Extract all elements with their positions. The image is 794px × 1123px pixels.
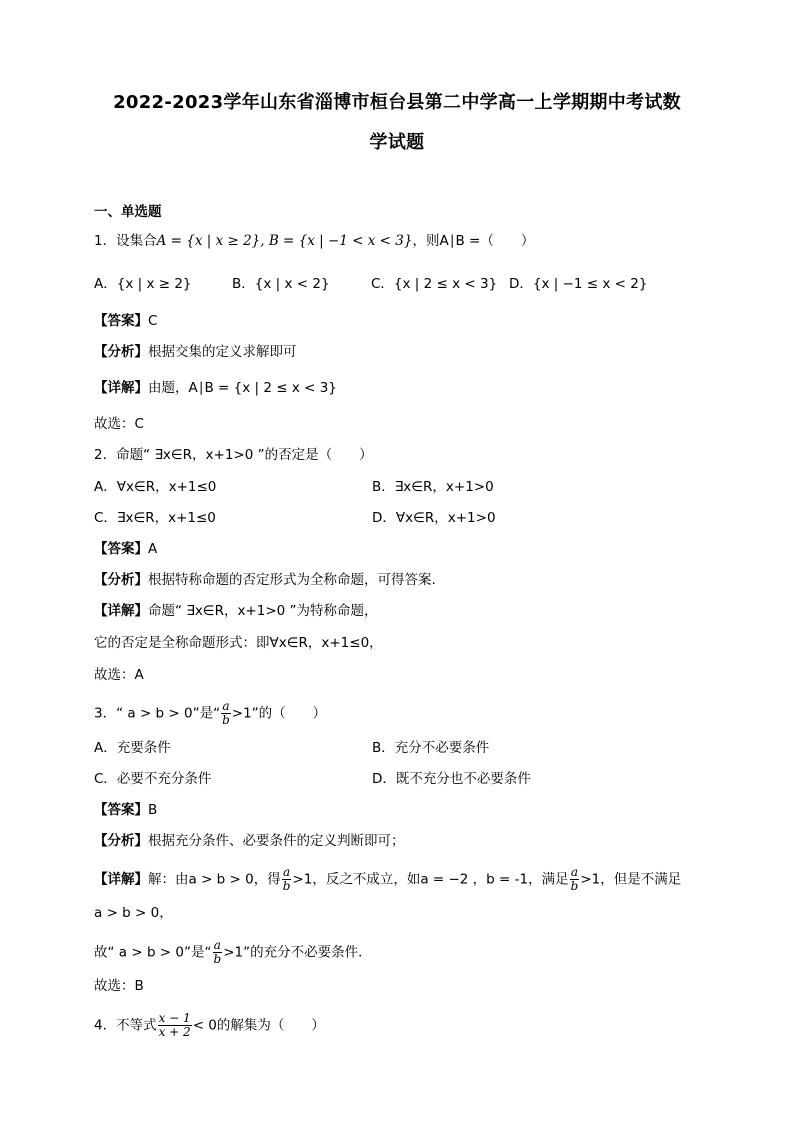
detail-label: 【详解】: [94, 603, 148, 619]
question-3-option-a: A．充要条件: [94, 740, 171, 756]
frac-numerator: a: [222, 699, 230, 713]
q3-conclusion: [94, 939, 372, 966]
question-2-option-b: B．∃x∈R，x+1>0: [372, 479, 494, 495]
question-2-option-a: A．∀x∈R，x+1≤0: [94, 479, 217, 495]
question-4-stem: [94, 1012, 325, 1039]
detail-part-2: >1，反之不成立，如a = −2 ，b = -1，满足: [292, 871, 569, 888]
detail-text: 命题“ ∃x∈R，x+1>0 ”为特称命题，: [148, 603, 378, 619]
section-heading: 一、单选题: [94, 204, 162, 220]
frac-denominator: b: [222, 713, 230, 727]
detail-text: 由题，A∣B = {x | 2 ≤ x < 3}: [148, 380, 337, 396]
q2-detail: [94, 601, 378, 621]
frac-denominator: b: [282, 879, 291, 893]
frac-numerator: x − 1: [158, 1011, 191, 1025]
frac-denominator: b: [570, 879, 579, 893]
frac-denominator: b: [213, 952, 222, 966]
question-3-option-b: B．充分不必要条件: [372, 740, 490, 756]
fraction-a-over-b: [213, 939, 223, 966]
q1-analysis: [94, 342, 297, 362]
q4-stem-start: 4．不等式: [94, 1017, 157, 1034]
q3-stem-start: 3．“ a > b > 0”是“: [94, 705, 221, 722]
answer-label: 【答案】: [94, 541, 148, 557]
question-3-option-c: C．必要不充分条件: [94, 771, 212, 787]
q1-math: A = {x | x ≥ 2}, B = {x | −1 < x < 3}: [156, 233, 413, 249]
question-1-stem: [94, 231, 534, 251]
q1-detail: [94, 378, 337, 398]
q2-answer: [94, 539, 157, 559]
q1-choice: 故选：C: [94, 416, 144, 432]
q2-detail-continued: 它的否定是全称命题形式：即∀x∈R，x+1≤0，: [94, 635, 383, 651]
q2-analysis: [94, 570, 436, 590]
detail-part-3: >1，但是不满足: [580, 871, 682, 888]
conclusion-end: >1”的充分不必要条件．: [223, 944, 372, 961]
analysis-label: 【分析】: [94, 344, 148, 360]
page-title: 2022-2023学年山东省淄博市桓台县第二中学高一上学期期中考试数: [113, 92, 681, 113]
q3-detail: [94, 866, 681, 893]
conclusion-start: 故“ a > b > 0”是“: [94, 944, 212, 961]
answer-value: B: [148, 802, 158, 818]
question-2-stem: 2．命题“ ∃x∈R，x+1>0 ”的否定是（ ）: [94, 447, 373, 463]
q3-analysis: [94, 831, 405, 851]
q3-answer: [94, 800, 157, 820]
q1-prefix: 1．设集合: [94, 233, 157, 249]
detail-part-1: 解：由a > b > 0，得: [148, 871, 281, 888]
analysis-text: 根据交集的定义求解即可: [148, 344, 297, 360]
q1-answer: [94, 311, 157, 331]
answer-label: 【答案】: [94, 802, 148, 818]
option-b: B．{x | x < 2}: [232, 276, 330, 292]
question-2-option-d: D．∀x∈R，x+1>0: [372, 510, 496, 526]
fraction-a-over-b: [221, 700, 231, 727]
option-c: C．{x | 2 ≤ x < 3}: [371, 276, 498, 292]
detail-label: 【详解】: [94, 871, 148, 888]
analysis-text: 根据特称命题的否定形式为全称命题，可得答案.: [148, 572, 436, 588]
fraction-a-over-b: [282, 866, 292, 893]
question-3-option-d: D．既不充分也不必要条件: [372, 771, 531, 787]
frac-numerator: a: [213, 938, 221, 952]
fraction-x-1-over-x-2: [158, 1012, 192, 1039]
frac-numerator: a: [570, 865, 579, 879]
q3-choice: 故选：B: [94, 978, 144, 994]
detail-label: 【详解】: [94, 380, 148, 396]
q2-choice: 故选：A: [94, 667, 144, 683]
frac-denominator: x + 2: [158, 1025, 191, 1039]
answer-value: A: [148, 541, 158, 557]
analysis-text: 根据充分条件、必要条件的定义判断即可；: [148, 833, 405, 849]
q3-stem-end: >1”的（ ）: [231, 705, 327, 722]
option-a: A．{x | x ≥ 2}: [94, 276, 192, 292]
option-d: D．{x | −1 ≤ x < 2}: [509, 276, 648, 292]
q1-suffix: ，则A∣B =（ ）: [412, 233, 535, 249]
analysis-label: 【分析】: [94, 572, 148, 588]
answer-label: 【答案】: [94, 313, 148, 329]
q4-stem-end: < 0的解集为（ ）: [192, 1017, 325, 1034]
question-2-option-c: C．∃x∈R，x+1≤0: [94, 510, 216, 526]
question-3-stem: [94, 700, 326, 727]
page-title-continued: 学试题: [369, 132, 425, 153]
q3-detail-continued: a > b > 0，: [94, 905, 173, 921]
fraction-a-over-b: [570, 866, 580, 893]
analysis-label: 【分析】: [94, 833, 148, 849]
frac-numerator: a: [283, 865, 291, 879]
answer-value: C: [148, 313, 158, 329]
